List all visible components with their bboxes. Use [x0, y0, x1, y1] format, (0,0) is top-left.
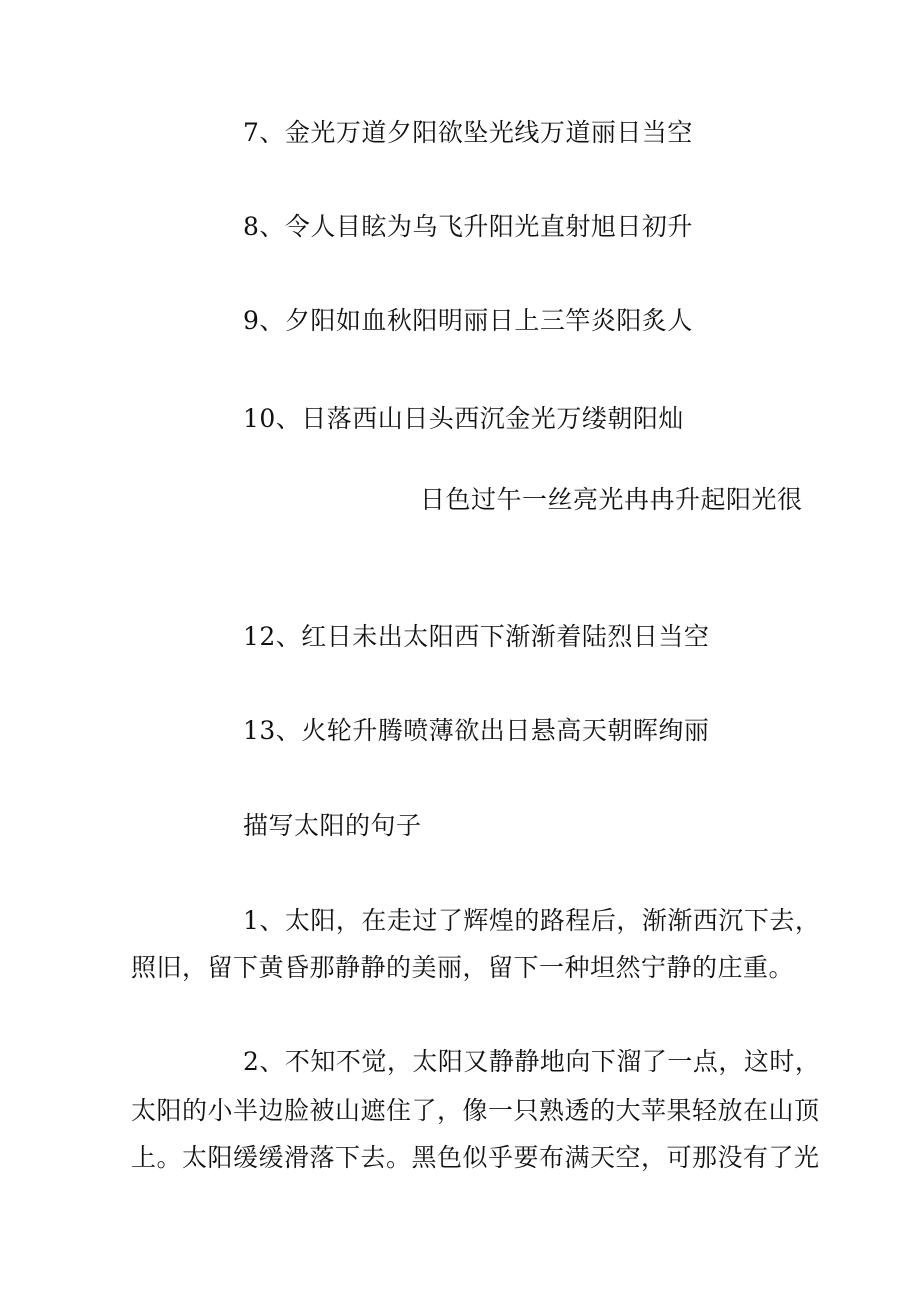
section-heading: 描写太阳的句子: [243, 811, 422, 840]
list-item-continuation: 日色过午一丝亮光冉冉升起阳光很: [420, 485, 803, 514]
paragraph-2-line-1: 2、不知不觉，太阳又静静地向下溜了一点，这时，: [243, 1047, 821, 1076]
list-item-7: 7、金光万道夕阳欲坠光线万道丽日当空: [243, 118, 693, 147]
paragraph-2-line-3: 上。太阳缓缓滑落下去。黑色似乎要布满天空，可那没有了光: [131, 1143, 820, 1172]
list-item-8: 8、令人目眩为乌飞升阳光直射旭日初升: [243, 212, 693, 241]
list-item-10: 10、日落西山日头西沉金光万缕朝阳灿: [243, 404, 684, 433]
paragraph-2-line-2: 太阳的小半边脸被山遮住了，像一只熟透的大苹果轻放在山顶: [131, 1096, 820, 1125]
paragraph-1-line-1: 1、太阳，在走过了辉煌的路程后，渐渐西沉下去，: [243, 906, 821, 935]
paragraph-1-line-2: 照旧，留下黄昏那静静的美丽，留下一种坦然宁静的庄重。: [131, 953, 795, 982]
list-item-9: 9、夕阳如血秋阳明丽日上三竿炎阳炙人: [243, 306, 693, 335]
list-item-12: 12、红日未出太阳西下渐渐着陆烈日当空: [243, 622, 710, 651]
list-item-13: 13、火轮升腾喷薄欲出日悬高天朝晖绚丽: [243, 716, 710, 745]
